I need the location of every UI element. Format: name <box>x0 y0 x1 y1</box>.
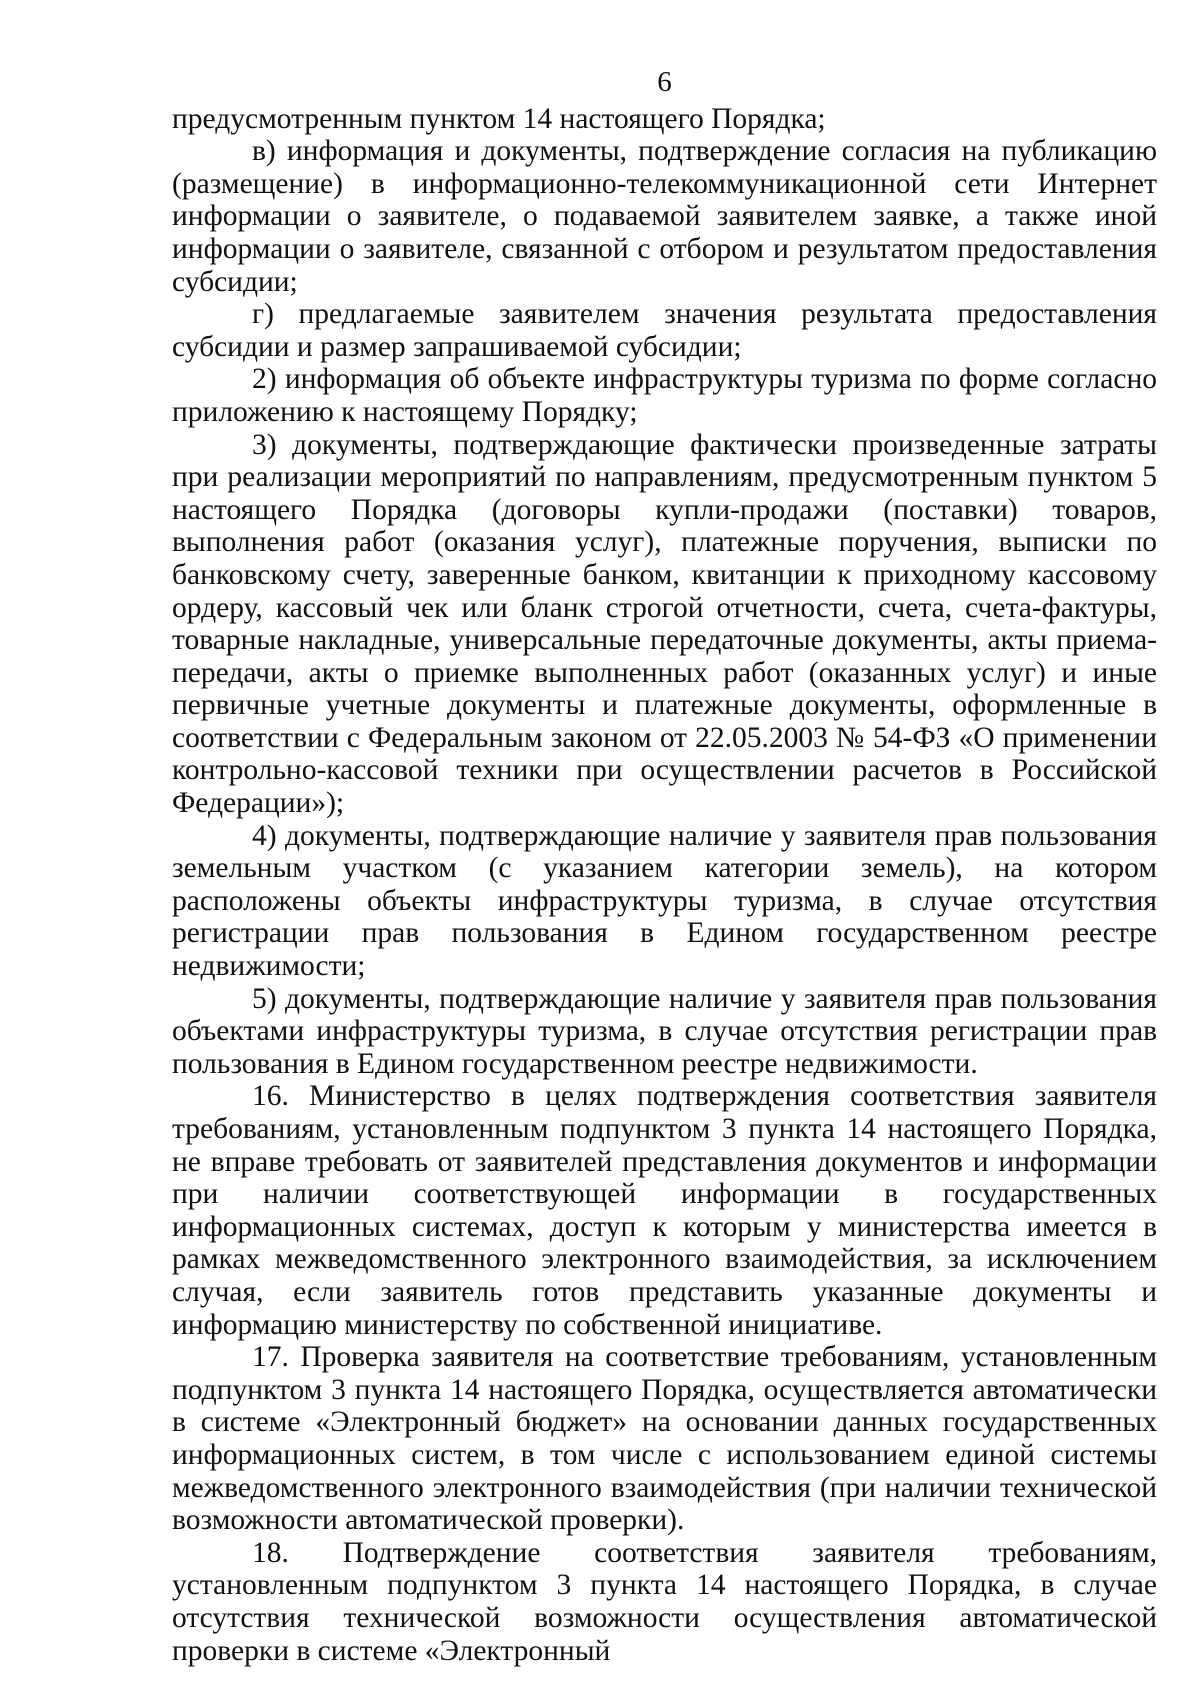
page-number: 6 <box>657 66 672 98</box>
paragraph-clause-18: 18. Подтверждение соответствия заявителя требованиям, установленным подпунктом 3 пункта 14 настоящего Порядка, в случае отсутствия технической возможности осуществления автоматической проверки в системе «Электронный <box>172 1536 1157 1667</box>
paragraph-item-4: 4) документы, подтверждающие наличие у заявителя прав пользования земельным участком (с указанием категории земель), на котором расположены объекты инфраструктуры туризма, в случае отсутствия регистрации прав пользования в Едином государственном реестре недвижимости; <box>172 819 1157 983</box>
paragraph-clause-17: 17. Проверка заявителя на соответствие требованиям, установленным подпунктом 3 пункта 14 настоящего Порядка, осуществляется автоматически в системе «Электронный бюджет» на основании данных государственных информационных систем, в том числе с использованием единой системы межведомственного электронного взаимодействия (при наличии технической возможности автоматической проверки). <box>172 1341 1157 1537</box>
paragraph-item-3: 3) документы, подтверждающие фактически произведенные затраты при реализации мероприятий по направлениям, предусмотренным пунктом 5 настоящего Порядка (договоры купли-продажи (поставки) товаров, выполнения работ (оказания услуг), платежные поручения, выписки по банковскому счету, заверенные банком, квитанции к приходному кассовому ордеру, кассовый чек или бланк строгой отчетности, счета, счета-фактуры, товарные накладные, универсальные передаточные документы, акты приема-передачи, акты о приемке выполненных работ (оказанных услуг) и иные первичные учетные документы и платежные документы, оформленные в соответствии с Федеральным законом от 22.05.2003 № 54-ФЗ «О применении контрольно-кассовой техники при осуществлении расчетов в Российской Федерации»); <box>172 428 1157 820</box>
paragraph-continuation: предусмотренным пунктом 14 настоящего Порядка; <box>172 102 826 135</box>
document-page <box>172 66 1157 1667</box>
paragraph-clause-16: 16. Министерство в целях подтверждения соответствия заявителя требованиям, установленным подпунктом 3 пункта 14 настоящего Порядка, не вправе требовать от заявителей представления документов и информации при наличии соответствующей информации в государственных информационных системах, доступ к которым у министерства имеется в рамках межведомственного электронного взаимодействия, за исключением случая, если заявитель готов представить указанные документы и информацию министерству по собственной инициативе. <box>172 1080 1157 1341</box>
paragraph-item-5: 5) документы, подтверждающие наличие у заявителя прав пользования объектами инфраструктуры туризма, в случае отсутствия регистрации прав пользования в Едином государственном реестре недвижимости. <box>172 982 1157 1080</box>
paragraph-item-v: в) информация и документы, подтверждение согласия на публикацию (размещение) в информационно-телекоммуникационной сети Интернет информации о заявителе, о подаваемой заявителем заявке, а также иной информации о заявителе, связанной с отбором и результатом предоставления субсидии; <box>172 135 1157 298</box>
paragraph-item-g: г) предлагаемые заявителем значения результата предоставления субсидии и размер запрашиваемой субсидии; <box>172 298 1157 363</box>
paragraph-item-2: 2) информация об объекте инфраструктуры туризма по форме согласно приложению к настоящему Порядку; <box>172 363 1157 428</box>
